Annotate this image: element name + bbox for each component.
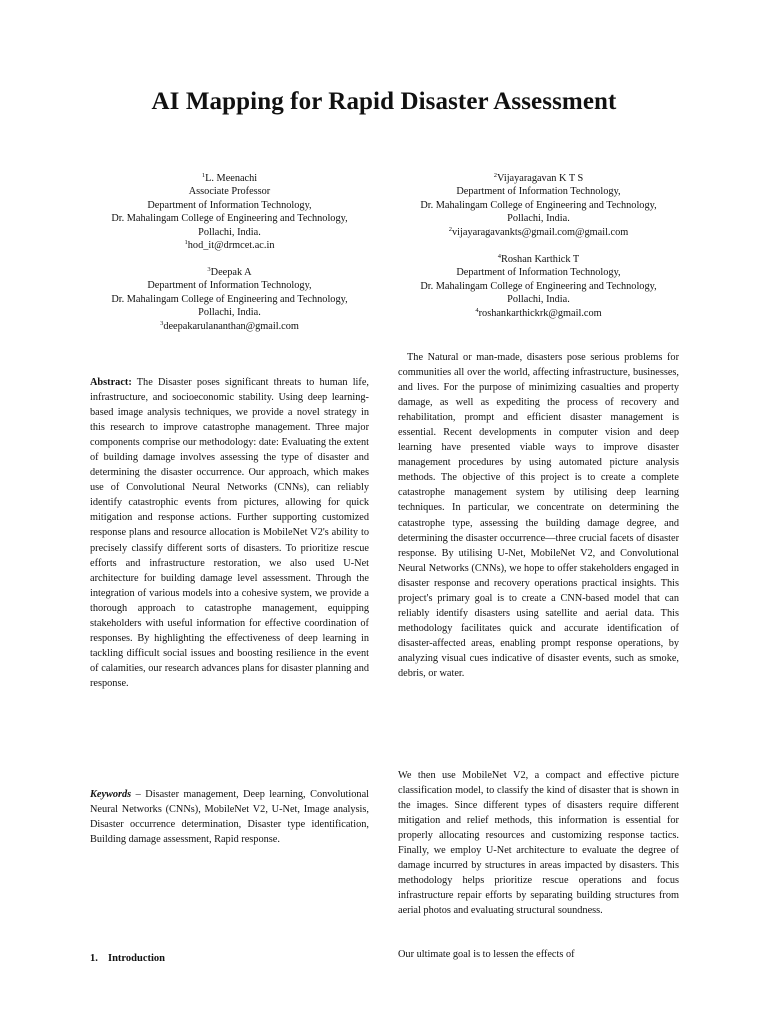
author-email-text: roshankarthickrk@gmail.com: [478, 307, 602, 319]
section-title: Introduction: [108, 953, 165, 964]
email-sup: 3: [160, 319, 164, 327]
author-sup: 1: [201, 172, 206, 179]
author-affiliation-line: Department of Information Technology,: [147, 199, 312, 211]
keywords-separator: –: [131, 789, 146, 800]
author-affiliation-line: Pollachi, India.: [507, 213, 570, 225]
author-email-text: hod_it@drmcet.ac.in: [187, 240, 275, 252]
intro-paragraph-3: Our ultimate goal is to lessen the effects of: [398, 949, 575, 960]
author-affiliation-line: Associate Professor: [188, 186, 271, 198]
section-number: 1.: [90, 953, 98, 964]
author-sup: 2: [493, 172, 498, 179]
intro-paragraph-1: The Natural or man-made, disasters pose serious problems for communities all over the world, affecting infrastructure, businesses, and lives. For the purpose of minimizing casualties and property damage, as well as expediting the process of recovery and rehabilitation, prompt and efficient disaster management is essential. Recent developments in computer vision and deep learning have presented viable ways to improve disaster management procedures by using automated picture analysis methods. The objective of this project is to create a complete catastrophe management system by utilising deep learning techniques. In particular, we concentrate on determining the catastrophe type, assessing the building damage degree, and determining the disaster occurrence—three crucial facets of disaster response. By utilising U-Net, MobileNet V2, and Convolutional Neural Networks (CNNs), we hope to offer stakeholders engaged in disaster response and recovery operations practical insights. This project's primary goal is to create a CNN-based model that can reliably identify disasters using satellite and aerial data. This methodology facilitates quick and accurate identification of disaster-affected areas, enabling prompt response operations, by analyzing visual cues indicative of disaster events, such as smoke, debris, or water.: [398, 352, 679, 679]
abstract-label: Abstract:: [90, 377, 132, 388]
author-block-3: [90, 266, 369, 333]
author-affiliation-line: Department of Information Technology,: [147, 280, 312, 292]
intro-paragraph-2: We then use MobileNet V2, a compact and effective picture classification model, to classify the kind of disaster that is shown in the images. Since different types of disasters require different mitigation and relief methods, this information is essential for properly allocating resources and customizing response tactics. Finally, we employ U-Net architecture to evaluate the degree of damage incurred by structures in areas impacted by disasters. This methodology helps prioritize rescue operations and focus infrastructure repair efforts by separating building structures from aerial photos and evaluating structural soundness.: [398, 770, 679, 917]
email-sup: 1: [184, 239, 188, 247]
author-block-2: [398, 172, 679, 239]
author-affiliation-line: Department of Information Technology,: [456, 267, 621, 279]
keywords-text: Disaster management, Deep learning, Convolutional Neural Networks (CNNs), MobileNet V2, U-Net, Image analysis, Disaster occurrence determination, Disaster type identification, Building damage assessment, Rapid response.: [90, 789, 369, 846]
author-email-text: deepakarulananthan@gmail.com: [163, 320, 299, 332]
section-heading-introduction: [90, 953, 165, 964]
author-name-text: Roshan Karthick T: [501, 254, 580, 265]
author-affiliation-line: Dr. Mahalingam College of Engineering and Technology,: [420, 199, 657, 211]
author-affiliation-line: Dr. Mahalingam College of Engineering and Technology,: [111, 293, 348, 305]
author-name-text: L. Meenachi: [205, 173, 258, 184]
author-email: [90, 320, 369, 333]
email-sup: 4: [475, 306, 479, 314]
author-affiliation-line: Department of Information Technology,: [456, 186, 621, 198]
author-email: [398, 307, 679, 320]
author-email-text: vijayaragavankts@gmail.com@gmail.com: [452, 226, 629, 238]
paper-title: AI Mapping for Rapid Disaster Assessment: [151, 88, 617, 115]
author-sup: 4: [497, 253, 502, 260]
author-sup: 3: [207, 266, 211, 273]
author-affiliation-line: Pollachi, India.: [507, 294, 570, 306]
keywords: [90, 787, 369, 847]
author-email: [398, 226, 679, 239]
author-block-4: [398, 253, 679, 320]
email-sup: 2: [448, 225, 452, 233]
author-affiliation-line: Pollachi, India.: [198, 307, 261, 319]
abstract: [90, 375, 369, 691]
author-name-text: Deepak A: [210, 267, 252, 278]
author-email: [90, 239, 369, 252]
author-affiliation-line: Dr. Mahalingam College of Engineering and Technology,: [111, 213, 348, 225]
author-name: [90, 266, 369, 279]
abstract-text: The Disaster poses significant threats to human life, infrastructure, and socioeconomic stability. Using deep learning-based image analysis techniques, we provide a novel strategy in this research to improve catastrophe management. Three major components comprise our methodology: date: Evaluating the extent of building damage involves assessing the type of disaster and determining the disaster occurrence. Our approach, which makes use of Convolutional Neural Networks (CNNs), can reliably identify catastrophic events from pictures, allowing for quick mitigation and response actions. Further supporting customized response plans and resource allocation is MobileNet V2's ability to precisely classify different sorts of disasters. To prioritize rescue efforts and infrastructure restoration, we also used U-Net architecture for building damage level assessment. Through the integration of various models into a cohesive system, we provide a thorough approach to catastrophe management, equipping stakeholders with useful information for effective coordination of responses. By highlighting the effectiveness of deep learning in tackling difficult social issues and boosting resilience in the event of calamities, our research advances plans for disaster planning and response.: [90, 377, 369, 689]
author-affiliation-line: Pollachi, India.: [198, 226, 261, 238]
author-name: [398, 172, 679, 185]
keywords-label: Keywords: [90, 789, 132, 800]
author-name-text: Vijayaragavan K T S: [497, 173, 584, 184]
author-affiliation-line: Dr. Mahalingam College of Engineering and Technology,: [420, 280, 657, 292]
author-block-1: [90, 172, 369, 252]
author-name: [90, 172, 369, 185]
author-name: [398, 253, 679, 266]
